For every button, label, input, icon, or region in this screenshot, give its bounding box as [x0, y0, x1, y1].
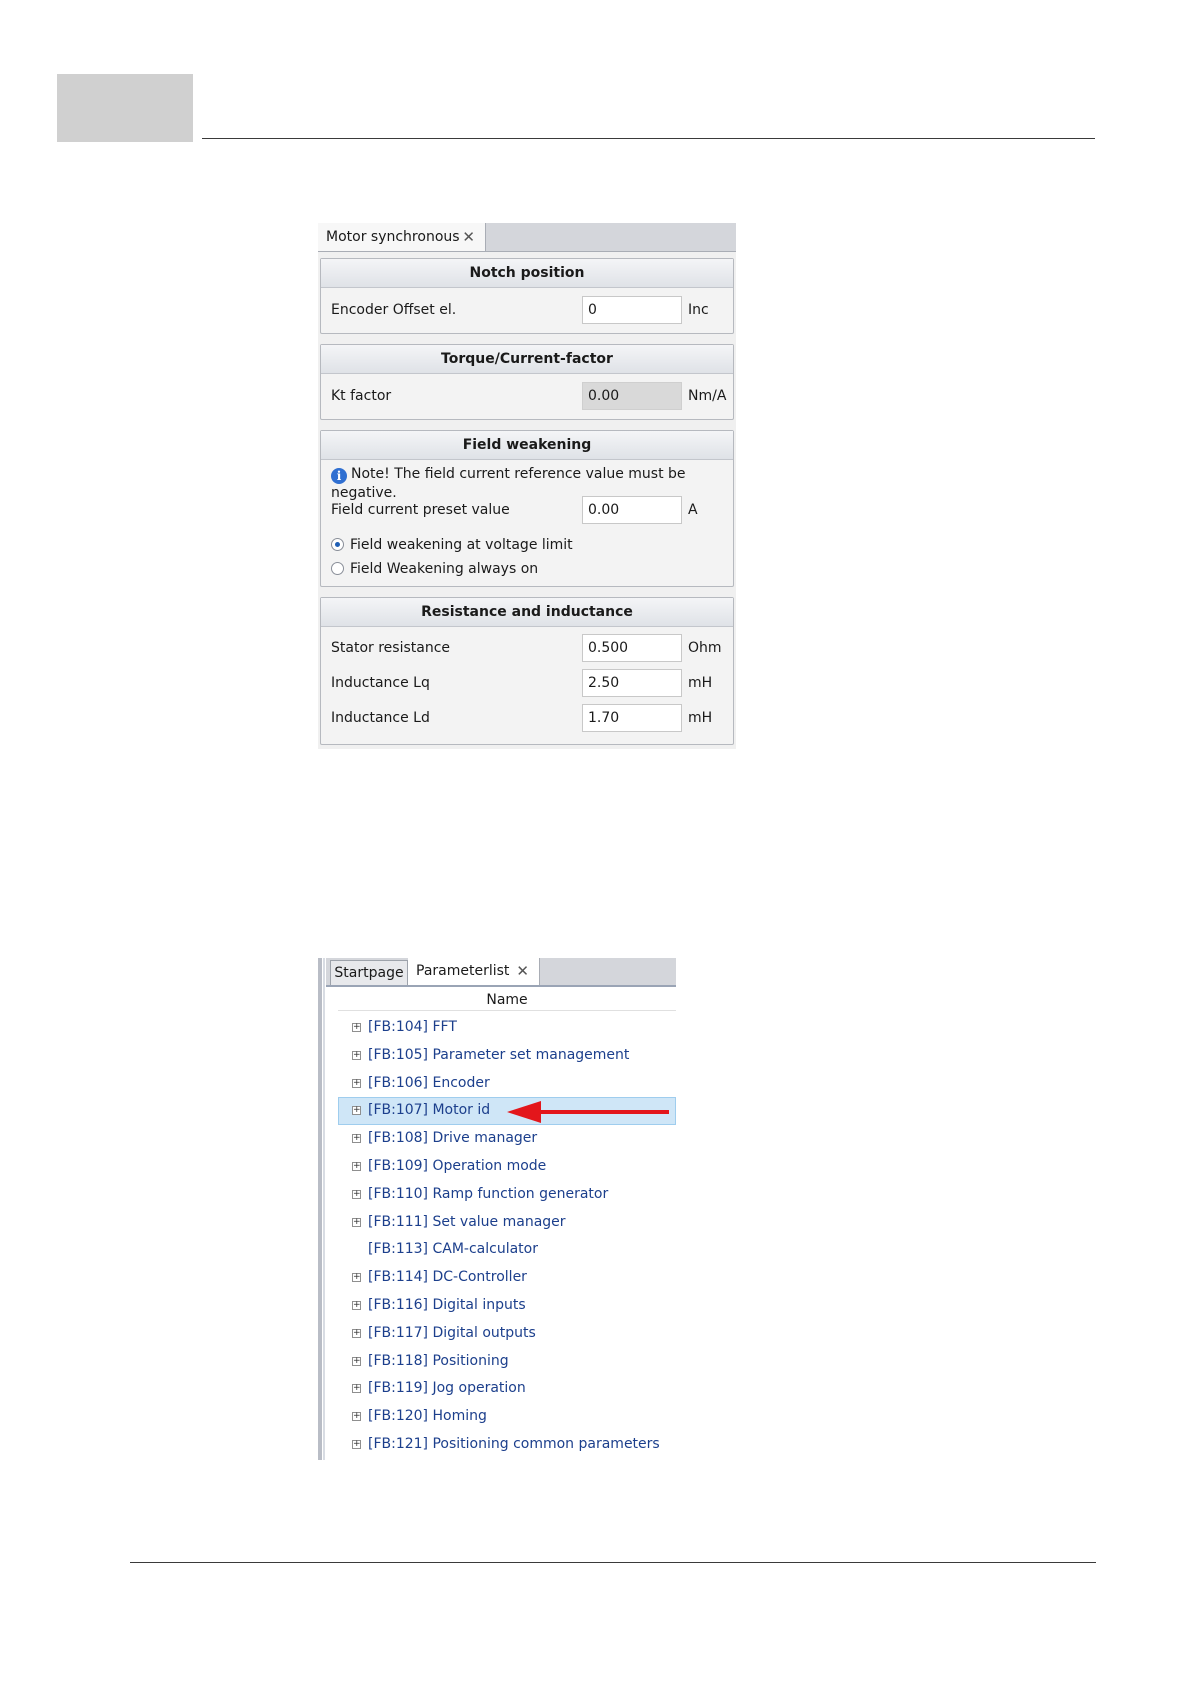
page-header-tab: [57, 74, 193, 142]
tree-item-label: [FB:114] DC-Controller: [368, 1269, 527, 1286]
tree-item-label: [FB:113] CAM-calculator: [368, 1241, 538, 1258]
tree-item-label: [FB:104] FFT: [368, 1019, 457, 1035]
note-text: Note! The field current reference value must be negative.: [331, 466, 686, 501]
info-icon: i: [331, 468, 347, 484]
expand-plus-icon[interactable]: +: [353, 1438, 361, 1449]
expand-plus-icon[interactable]: +: [353, 1411, 361, 1422]
tree-item[interactable]: [338, 1236, 676, 1264]
tree-item[interactable]: [338, 1181, 676, 1209]
footer-rule: [130, 1562, 1096, 1563]
expand-plus-icon[interactable]: +: [353, 1133, 361, 1144]
unit-label: mH: [688, 710, 713, 726]
encoder-offset-input[interactable]: 0: [582, 296, 682, 324]
tree-item[interactable]: [338, 1209, 676, 1237]
inductance-ld-input[interactable]: 1.70: [582, 704, 682, 732]
field-label: Inductance Lq: [331, 675, 430, 691]
tree-item[interactable]: [338, 1125, 676, 1153]
expand-plus-icon[interactable]: +: [353, 1105, 361, 1116]
inductance-lq-row: [321, 668, 733, 698]
expand-plus-icon[interactable]: +: [353, 1188, 361, 1199]
tab-parameterlist[interactable]: [408, 958, 540, 985]
tree-item-label: [FB:110] Ramp function generator: [368, 1185, 609, 1202]
tree-item-label: [FB:107] Motor id: [368, 1102, 491, 1119]
torque-current-group: [320, 344, 734, 420]
parameter-tree: [338, 1014, 676, 1459]
tree-item-label: [FB:106] Encoder: [368, 1074, 490, 1091]
expand-plus-icon[interactable]: +: [353, 1216, 361, 1227]
tree-item-label: [FB:108] Drive manager: [368, 1130, 538, 1147]
tree-item[interactable]: [338, 1292, 676, 1320]
stator-resistance-input[interactable]: 0.500: [582, 634, 682, 662]
field-label: Kt factor: [331, 388, 392, 404]
motor-synchronous-window: [318, 223, 736, 749]
expand-plus-icon[interactable]: +: [353, 1077, 361, 1088]
tree-item-label: [FB:116] Digital inputs: [368, 1296, 526, 1313]
param-tabstrip: [326, 958, 676, 987]
tree-item[interactable]: [338, 1320, 676, 1348]
unit-label: Ohm: [688, 640, 722, 656]
tree-item-label: [FB:121] Positioning common parameters: [368, 1435, 660, 1452]
radio-label: Field weakening at voltage limit: [350, 537, 573, 553]
group-title: Torque/Current-factor: [321, 345, 733, 374]
kt-factor-row: [321, 381, 733, 411]
stator-resistance-row: [321, 633, 733, 663]
tree-item-label: [FB:119] Jog operation: [368, 1380, 526, 1397]
field-label: Inductance Ld: [331, 710, 430, 726]
tree-item[interactable]: [338, 1264, 676, 1292]
tree-item[interactable]: [338, 1403, 676, 1431]
radio-unselected-icon[interactable]: [331, 562, 344, 575]
kt-factor-readonly: 0.00: [582, 382, 682, 410]
tree-item[interactable]: [338, 1431, 676, 1459]
close-icon[interactable]: ✕: [462, 228, 475, 246]
radio-selected-icon[interactable]: [331, 538, 344, 551]
arrow-head: [507, 1101, 541, 1123]
tree-item[interactable]: [338, 1375, 676, 1403]
unit-label: Inc: [688, 302, 709, 318]
inductance-lq-input[interactable]: 2.50: [582, 669, 682, 697]
resistance-inductance-group: [320, 597, 734, 745]
field-preset-input[interactable]: 0.00: [582, 496, 682, 524]
tree-item-label: [FB:120] Homing: [368, 1408, 487, 1425]
motor-tabstrip: [318, 223, 736, 252]
expand-plus-icon[interactable]: +: [353, 1160, 361, 1171]
group-title: Field weakening: [321, 431, 733, 460]
parameter-list-window: [318, 958, 676, 1460]
expand-plus-icon[interactable]: +: [353, 1383, 361, 1394]
expand-plus-icon[interactable]: +: [353, 1299, 361, 1310]
tree-item[interactable]: [338, 1042, 676, 1070]
inductance-ld-row: [321, 703, 733, 733]
expand-plus-icon[interactable]: +: [353, 1272, 361, 1283]
tree-item-label: [FB:111] Set value manager: [368, 1213, 566, 1230]
tree-item-label: [FB:118] Positioning: [368, 1352, 509, 1369]
tree-item-label: [FB:105] Parameter set management: [368, 1046, 630, 1063]
unit-label: mH: [688, 675, 713, 691]
tab-label: Motor synchronous: [326, 229, 460, 245]
unit-label: Nm/A: [688, 388, 727, 404]
group-title: Resistance and inductance: [321, 598, 733, 627]
tab-label: Parameterlist: [416, 963, 510, 979]
red-arrow-annotation: [507, 1100, 671, 1124]
tree-item[interactable]: [338, 1153, 676, 1181]
radio-label: Field Weakening always on: [350, 561, 539, 577]
window-edge: [318, 958, 322, 1460]
expand-plus-icon[interactable]: +: [353, 1049, 361, 1060]
field-label: Stator resistance: [331, 640, 451, 656]
tree-item-label: [FB:109] Operation mode: [368, 1157, 547, 1174]
group-title: Notch position: [321, 259, 733, 288]
unit-label: A: [688, 502, 698, 518]
field-weakening-group: [320, 430, 734, 587]
column-header-name[interactable]: Name: [338, 990, 676, 1011]
expand-plus-icon[interactable]: +: [353, 1022, 361, 1032]
expand-plus-icon[interactable]: +: [353, 1327, 361, 1338]
tree-item[interactable]: [338, 1348, 676, 1376]
field-label: Field current preset value: [331, 502, 510, 518]
window-edge-inner: [323, 958, 325, 1460]
notch-position-group: [320, 258, 734, 334]
tree-item[interactable]: [338, 1014, 676, 1042]
tab-motor-synchronous[interactable]: [318, 223, 486, 251]
radio-voltage-limit[interactable]: [331, 535, 573, 555]
header-rule: [202, 138, 1095, 139]
encoder-offset-row: [321, 295, 733, 325]
field-label: Encoder Offset el.: [331, 302, 457, 318]
radio-always-on[interactable]: [331, 559, 538, 579]
field-preset-row: [321, 495, 733, 525]
close-icon[interactable]: ✕: [516, 962, 529, 980]
expand-plus-icon[interactable]: +: [353, 1355, 361, 1366]
tree-item[interactable]: [338, 1070, 676, 1098]
tab-startpage[interactable]: Startpage: [330, 960, 408, 985]
tree-item-label: [FB:117] Digital outputs: [368, 1324, 536, 1341]
